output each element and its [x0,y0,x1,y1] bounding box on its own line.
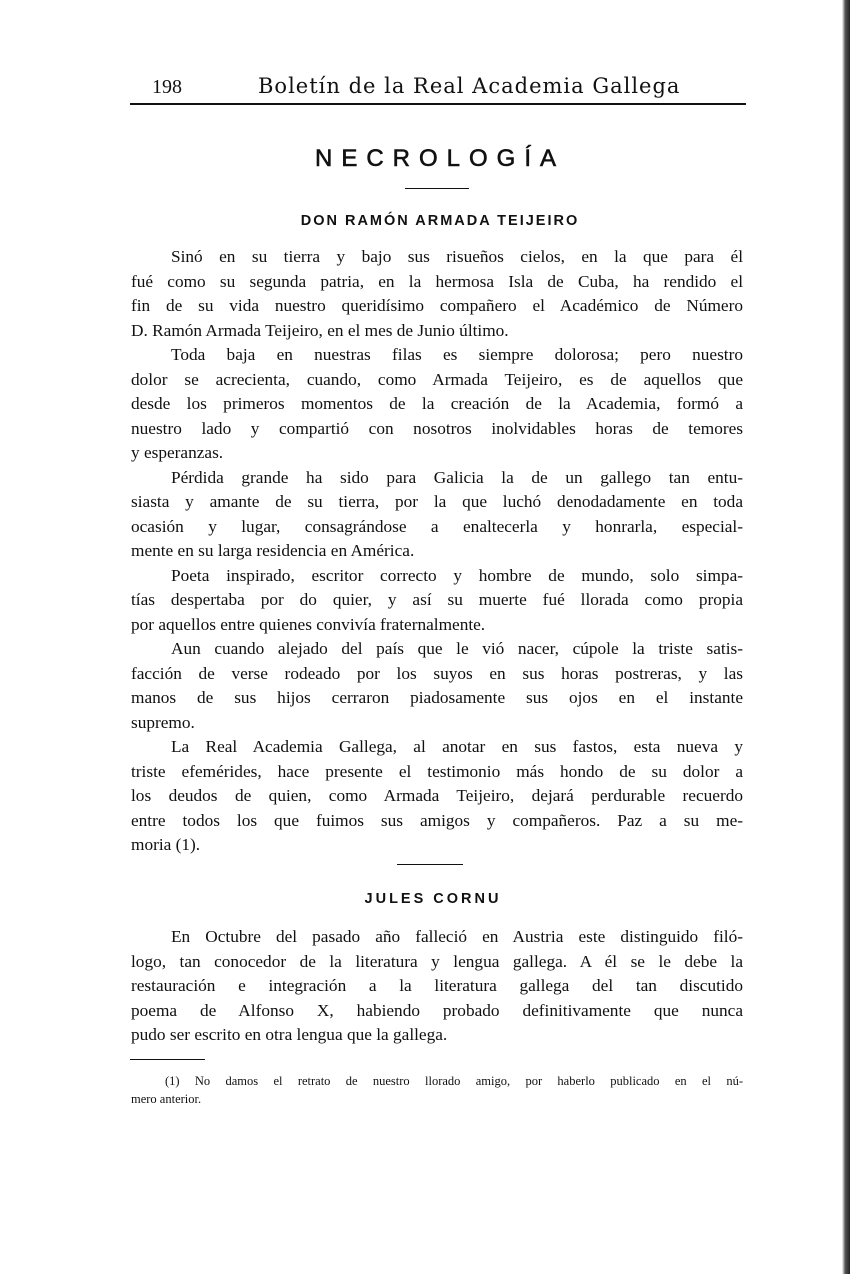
text-line: restauración e integración a la literatura gallega del tan discutido [131,976,743,995]
text-line: Pérdida grande ha sido para Galicia la de un gallego tan entu- [171,467,743,487]
page-number: 198 [152,76,182,98]
text-line: entre todos los que fuimos sus amigos y compañeros. Paz a su me- [131,810,743,830]
text-line: tías despertaba por do quier, y así su muerte fué llorada como propia [131,590,743,609]
text-line: triste efemérides, hace presente el testimonio más hondo de su dolor a [131,761,743,781]
text-line: desde los primeros momentos de la creación de la Academia, formó a [131,394,743,413]
text-line: En Octubre del pasado año falleció en Austria este distinguido filó- [171,927,743,946]
paragraph [131,925,743,1048]
text-line: moria (1). [131,835,201,854]
text-line: poema de Alfonso X, habiendo probado definitivamente que nunca [131,1000,743,1020]
text-line: Aun cuando alejado del país que le vió nacer, cúpole la triste satis- [171,639,743,658]
text-line: (1) No damos el retrato de nuestro llorado amigo, por haberlo publicado en el nú- [165,1074,743,1088]
footnote-rule [130,1059,205,1060]
text-line: logo, tan conocedor de la literatura y lengua gallega. A él se le debe la [131,951,743,971]
section-title: NECROLOGÍA [314,145,566,172]
divider [397,864,463,865]
text-line: los deudos de quien, como Armada Teijeiro, dejará perdurable recuerdo [131,786,743,805]
divider [405,188,469,189]
text-line: nuestro lado y compartió con nosotros inolvidables horas de temores [131,418,743,438]
paragraph [131,466,743,564]
paragraph [131,245,743,343]
text-line: por aquellos entre quienes convivía fraternalmente. [131,614,486,634]
text-line: Toda baja en nuestras filas es siempre dolorosa; pero nuestro [171,345,743,364]
article-body [131,245,743,858]
scan-edge [842,0,850,1274]
text-line: siasta y amante de su tierra, por la que luchó denodadamente en toda [131,492,743,511]
paragraph [131,564,743,638]
text-line: manos de sus hijos cerraron piadosamente sus ojos en el instante [131,688,743,707]
text-line: pudo ser escrito en otra lengua que la gallega. [131,1025,448,1044]
text-line: fin de su vida nuestro queridísimo compañero el Académico de Número [131,296,743,315]
paragraph [131,637,743,735]
text-line: Sinó en su tierra y bajo sus risueños cielos, en la que para él [171,247,743,266]
text-line: ocasión y lugar, consagrándose a enaltecerla y honrarla, especial- [131,516,743,536]
text-line: fué como su segunda patria, en la hermosa Isla de Cuba, ha rendido el [131,271,743,291]
text-line: La Real Academia Gallega, al anotar en sus fastos, esta nueva y [171,737,743,756]
footnote [131,1072,743,1108]
text-line: Poeta inspirado, escritor correcto y hombre de mundo, solo simpa- [171,565,743,585]
header-rule [130,103,746,105]
text-line: y esperanzas. [131,443,224,462]
text-line: D. Ramón Armada Teijeiro, en el mes de Junio último. [131,320,509,340]
article-body [131,925,743,1048]
text-line: mero anterior. [131,1092,202,1106]
text-line: mente en su larga residencia en América. [131,541,415,560]
text-line: supremo. [131,712,195,732]
text-line: facción de verse rodeado por los suyos en sus horas postreras, y las [131,663,743,683]
article-title: JULES CORNU [364,891,502,907]
paragraph [131,343,743,466]
running-title: Boletín de la Real Academia Gallega [258,74,681,98]
paragraph [131,735,743,858]
text-line: dolor se acrecienta, cuando, como Armada Teijeiro, es de aquellos que [131,369,743,389]
article-title: DON RAMÓN ARMADA TEIJEIRO [300,213,580,229]
